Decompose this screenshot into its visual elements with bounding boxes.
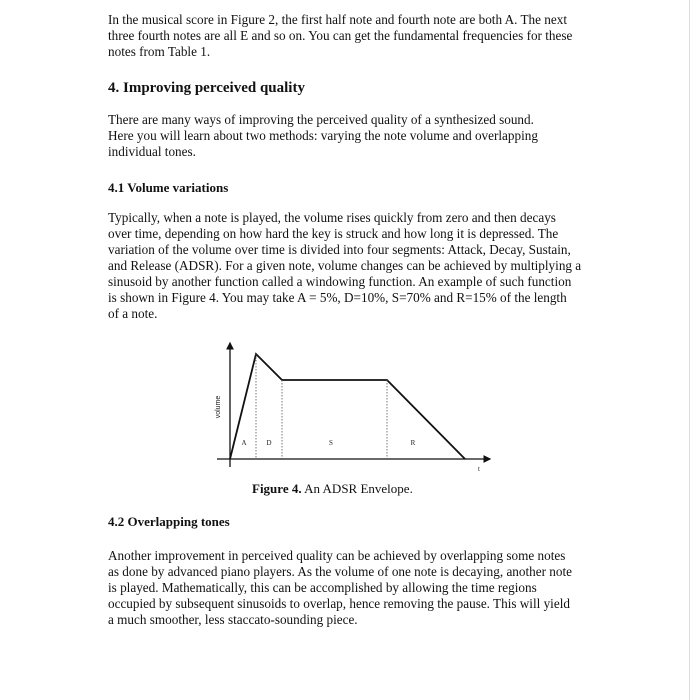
text-line: and Release (ADSR). For a given note, volume changes can be achieved by multiplying a [108,258,582,273]
envelope-line [230,354,465,459]
segment-label-sustain: S [329,439,333,447]
text-line: Another improvement in perceived quality can be achieved by overlapping some notes [108,548,566,563]
text-line: In the musical score in Figure 2, the first half note and fourth note are both A. The next [108,12,567,27]
text-line: individual tones. [108,144,196,159]
page-edge [689,0,690,700]
section-4-1-paragraph [108,210,581,322]
section-4-1-heading: 4.1 Volume variations [108,180,229,195]
segment-label-release: R [410,439,416,447]
text-line: is played. Mathematically, this can be accomplished by allowing the time regions [108,580,537,595]
segment-label-attack: A [241,439,247,447]
text-line: There are many ways of improving the perceived quality of a synthesized sound. [108,112,534,127]
text-line: three fourth notes are all E and so on. You can get the fundamental frequencies for these [108,28,573,43]
text-line: notes from Table 1. [108,44,211,59]
section-4-2-heading: 4.2 Overlapping tones [108,514,230,529]
segment-label-decay: D [266,439,272,447]
text-line: is shown in Figure 4. You may take A = 5%, D=10%, S=70% and R=15% of the length [108,290,567,305]
caption-number: Figure 4. [252,481,302,496]
text-line: of a note. [108,306,158,321]
caption-text: An ADSR Envelope. [301,481,413,496]
text-line: variation of the volume over time is divided into four segments: Attack, Decay, Sustain, [108,242,571,257]
text-line: a much smoother, less staccato-sounding piece. [108,612,358,627]
section-4-paragraph [108,112,538,160]
text-line: as done by advanced piano players. As the volume of one note is decaying, another note [108,564,572,579]
text-line: Typically, when a note is played, the volume rises quickly from zero and then decays [108,210,556,225]
adsr-envelope-figure [200,335,500,480]
section-4-heading: 4. Improving perceived quality [108,80,305,96]
intro-paragraph [108,12,572,60]
text-line: Here you will learn about two methods: varying the note volume and overlapping [108,128,538,143]
figure-caption [252,481,413,497]
y-axis-label: volume [215,395,222,419]
text-line: occupied by subsequent sinusoids to overlap, hence removing the pause. This will yield [108,596,570,611]
text-line: over time, depending on how hard the key is struck and how long it is depressed. The [108,226,559,241]
x-axis-label: t [478,465,480,473]
section-4-2-paragraph [108,548,572,628]
text-line: sinusoid by another function called a windowing function. An example of such function [108,274,572,289]
